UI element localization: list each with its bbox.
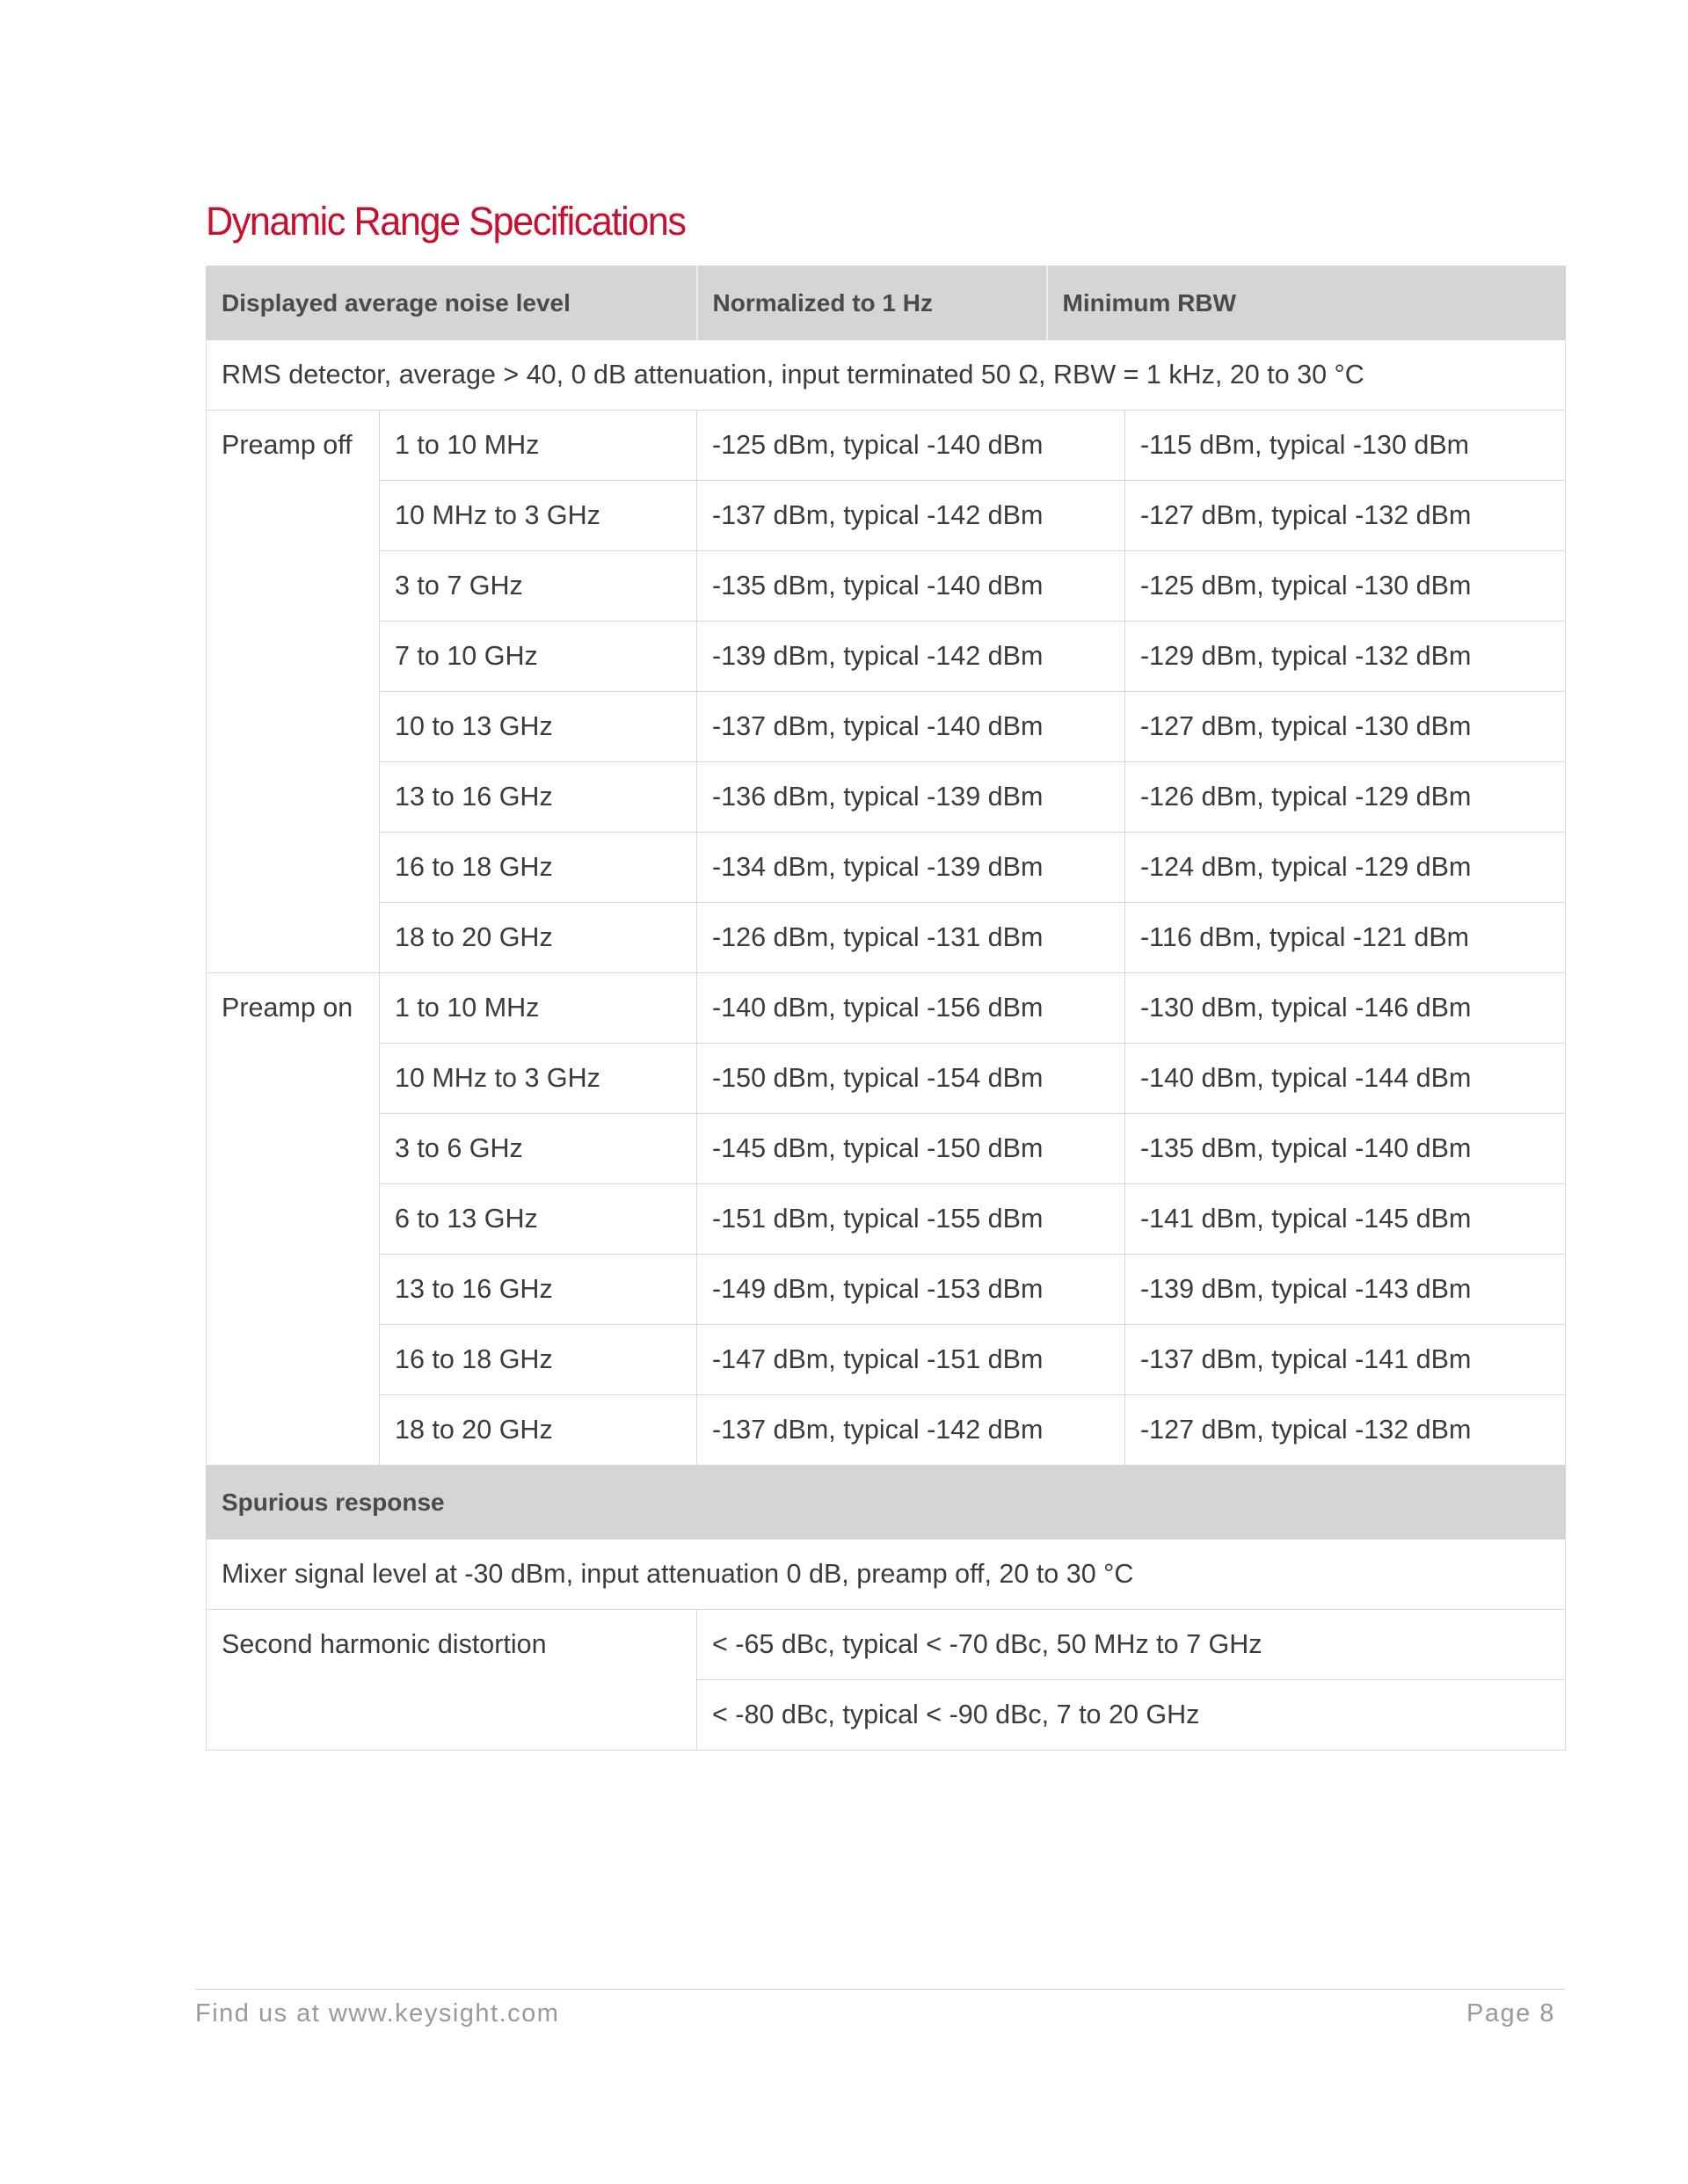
normalized-value: -145 dBm, typical -150 dBm	[697, 1114, 1125, 1184]
table-row	[207, 692, 1566, 762]
frequency-range: 13 to 16 GHz	[380, 762, 697, 833]
min-rbw-value: -139 dBm, typical -143 dBm	[1125, 1255, 1566, 1325]
header-minimum-rbw: Minimum RBW	[1047, 266, 1566, 340]
min-rbw-value: -127 dBm, typical -132 dBm	[1125, 481, 1566, 551]
frequency-range: 10 MHz to 3 GHz	[380, 481, 697, 551]
table-row	[207, 1114, 1566, 1184]
min-rbw-value: -137 dBm, typical -141 dBm	[1125, 1325, 1566, 1395]
min-rbw-value: -126 dBm, typical -129 dBm	[1125, 762, 1566, 833]
second-harmonic-value: < -65 dBc, typical < -70 dBc, 50 MHz to 7 GHz	[697, 1610, 1566, 1680]
min-rbw-value: -127 dBm, typical -132 dBm	[1125, 1395, 1566, 1466]
table-row	[207, 1044, 1566, 1114]
frequency-range: 13 to 16 GHz	[380, 1255, 697, 1325]
second-harmonic-value: < -80 dBc, typical < -90 dBc, 7 to 20 GHz	[697, 1680, 1566, 1751]
normalized-value: -139 dBm, typical -142 dBm	[697, 622, 1125, 692]
frequency-range: 10 MHz to 3 GHz	[380, 1044, 697, 1114]
table-row	[207, 551, 1566, 622]
frequency-range: 1 to 10 MHz	[380, 411, 697, 481]
normalized-value: -134 dBm, typical -139 dBm	[697, 833, 1125, 903]
frequency-range: 18 to 20 GHz	[380, 903, 697, 973]
table-row	[207, 1184, 1566, 1255]
min-rbw-value: -127 dBm, typical -130 dBm	[1125, 692, 1566, 762]
preamp-off-label: Preamp off	[207, 411, 380, 973]
frequency-range: 16 to 18 GHz	[380, 833, 697, 903]
min-rbw-value: -141 dBm, typical -145 dBm	[1125, 1184, 1566, 1255]
frequency-range: 10 to 13 GHz	[380, 692, 697, 762]
frequency-range: 7 to 10 GHz	[380, 622, 697, 692]
spurious-condition: Mixer signal level at -30 dBm, input attenuation 0 dB, preamp off, 20 to 30 °C	[207, 1540, 1566, 1610]
frequency-range: 1 to 10 MHz	[380, 973, 697, 1044]
frequency-range: 18 to 20 GHz	[380, 1395, 697, 1466]
dan-condition: RMS detector, average > 40, 0 dB attenuation, input terminated 50 Ω, RBW = 1 kHz, 20 to 30 °C	[207, 340, 1566, 411]
normalized-value: -137 dBm, typical -142 dBm	[697, 481, 1125, 551]
frequency-range: 16 to 18 GHz	[380, 1325, 697, 1395]
spurious-header-row	[207, 1466, 1566, 1540]
normalized-value: -126 dBm, typical -131 dBm	[697, 903, 1125, 973]
normalized-value: -147 dBm, typical -151 dBm	[697, 1325, 1125, 1395]
normalized-value: -135 dBm, typical -140 dBm	[697, 551, 1125, 622]
table-row	[207, 1395, 1566, 1466]
dan-condition-row	[207, 340, 1566, 411]
table-row	[207, 622, 1566, 692]
header-normalized-1hz: Normalized to 1 Hz	[697, 266, 1047, 340]
min-rbw-value: -129 dBm, typical -132 dBm	[1125, 622, 1566, 692]
preamp-on-label: Preamp on	[207, 973, 380, 1466]
table-row	[207, 1325, 1566, 1395]
min-rbw-value: -140 dBm, typical -144 dBm	[1125, 1044, 1566, 1114]
min-rbw-value: -115 dBm, typical -130 dBm	[1125, 411, 1566, 481]
header-displayed-average-noise-level: Displayed average noise level	[207, 266, 697, 340]
normalized-value: -149 dBm, typical -153 dBm	[697, 1255, 1125, 1325]
normalized-value: -137 dBm, typical -140 dBm	[697, 692, 1125, 762]
page-title: Dynamic Range Specifications	[206, 199, 686, 244]
frequency-range: 6 to 13 GHz	[380, 1184, 697, 1255]
normalized-value: -137 dBm, typical -142 dBm	[697, 1395, 1125, 1466]
normalized-value: -136 dBm, typical -139 dBm	[697, 762, 1125, 833]
footer-website: Find us at www.keysight.com	[195, 1999, 560, 2027]
normalized-value: -151 dBm, typical -155 dBm	[697, 1184, 1125, 1255]
table-row	[207, 1255, 1566, 1325]
normalized-value: -150 dBm, typical -154 dBm	[697, 1044, 1125, 1114]
min-rbw-value: -130 dBm, typical -146 dBm	[1125, 973, 1566, 1044]
spurious-response-header: Spurious response	[207, 1466, 1566, 1540]
table-row	[207, 481, 1566, 551]
frequency-range: 3 to 7 GHz	[380, 551, 697, 622]
table-header-row	[207, 266, 1566, 340]
frequency-range: 3 to 6 GHz	[380, 1114, 697, 1184]
table-row	[207, 973, 1566, 1044]
table-row	[207, 833, 1566, 903]
min-rbw-value: -124 dBm, typical -129 dBm	[1125, 833, 1566, 903]
table-row	[207, 762, 1566, 833]
footer-page-number: Page 8	[1466, 1999, 1555, 2027]
dynamic-range-table	[206, 266, 1566, 1751]
table-row	[207, 903, 1566, 973]
table-row	[207, 1610, 1566, 1680]
min-rbw-value: -116 dBm, typical -121 dBm	[1125, 903, 1566, 973]
min-rbw-value: -125 dBm, typical -130 dBm	[1125, 551, 1566, 622]
second-harmonic-label: Second harmonic distortion	[207, 1610, 697, 1751]
spurious-condition-row	[207, 1540, 1566, 1610]
normalized-value: -140 dBm, typical -156 dBm	[697, 973, 1125, 1044]
table-row	[207, 411, 1566, 481]
footer-divider	[195, 1989, 1565, 1990]
normalized-value: -125 dBm, typical -140 dBm	[697, 411, 1125, 481]
min-rbw-value: -135 dBm, typical -140 dBm	[1125, 1114, 1566, 1184]
